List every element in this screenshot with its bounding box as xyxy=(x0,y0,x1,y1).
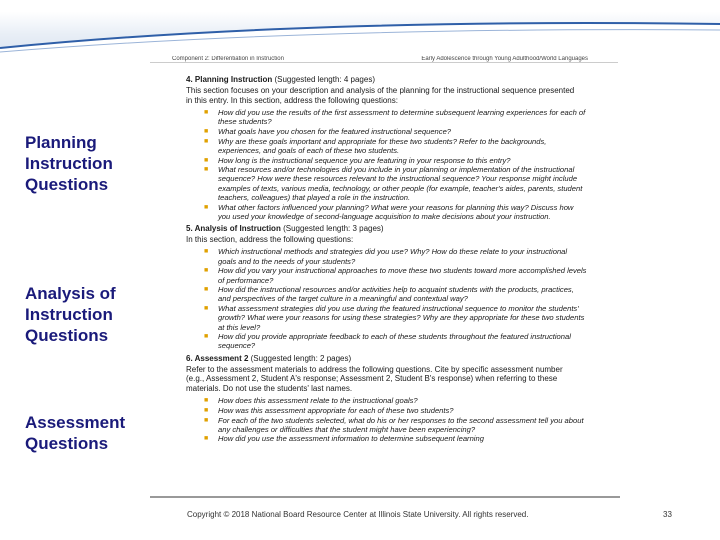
bullet-icon: ■ xyxy=(204,166,209,174)
bullet-icon: ■ xyxy=(204,109,209,116)
section-6-heading: 6. Assessment 2 xyxy=(186,353,249,363)
document-excerpt xyxy=(150,56,618,496)
section-5-title xyxy=(186,224,618,234)
list-item: ■ How did the instructional resources and/or activities help to acquaint students with the products, practices, and perspectives of the target culture in a meaningful and contextual way? xyxy=(204,285,574,304)
section-6-title xyxy=(186,354,618,364)
list-item: ■ How did you use the assessment information to determine subsequent learning xyxy=(204,434,484,444)
bullet-icon: ■ xyxy=(204,137,209,145)
section-4-intro: This section focuses on your description and analysis of the planning for the instructional sequence presented in this entry. In this section, address the following questions: xyxy=(186,86,575,105)
label-assessment-questions: Assessment Questions xyxy=(25,413,126,453)
list-item: ■ How did you provide appropriate feedback to each of these students throughout the featured instructional sequence? xyxy=(204,332,571,351)
list-item: ■ What other factors influenced your planning? What were your reasons for planning this way? Discuss how you used your knowledge of second-language acquisition to make decisions about your instruction. xyxy=(204,202,574,221)
section-5-suggested-length: (Suggested length: 3 pages) xyxy=(283,223,384,233)
bullet-icon: ■ xyxy=(204,203,209,211)
list-item: ■ Why are these goals important and appropriate for these two students? Refer to the backgrounds, experiences, and goals of each of these two students. xyxy=(204,136,547,155)
bullet-icon: ■ xyxy=(204,156,209,164)
bullet-icon: ■ xyxy=(204,267,209,275)
footer-divider xyxy=(150,496,620,498)
bullet-icon: ■ xyxy=(204,406,209,414)
list-item: ■ How did you use the results of the first assessment to determine subsequent learning experiences for each of these students? xyxy=(204,108,586,127)
page-number: 33 xyxy=(663,510,672,519)
list-item: ■ For each of the two students selected, what do his or her responses to the second assessment tell you about any challenges or difficulties that the student might have been experiencing? xyxy=(204,415,584,434)
label-analysis-of-instruction-questions: Analysis of Instruction Questions xyxy=(25,284,116,345)
section-5-heading: 5. Analysis of Instruction xyxy=(186,223,281,233)
section-5-questions xyxy=(202,247,587,350)
list-item: ■ Which instructional methods and strategies did you use? Why? How do these relate to your instructional goals and to the needs of your students? xyxy=(204,247,568,266)
bullet-icon: ■ xyxy=(204,333,209,341)
list-item: ■ How long is the instructional sequence you are featuring in your response to this entry? xyxy=(204,155,511,165)
bullet-icon: ■ xyxy=(204,397,209,405)
header-swoosh xyxy=(0,0,720,60)
bullet-icon: ■ xyxy=(204,248,209,256)
bullet-icon: ■ xyxy=(204,416,209,424)
section-4-suggested-length: (Suggested length: 4 pages) xyxy=(274,75,375,84)
bullet-icon: ■ xyxy=(204,127,209,135)
section-6-questions xyxy=(202,396,587,444)
section-4-questions xyxy=(202,108,587,221)
list-item: ■ What goals have you chosen for the featured instructional sequence? xyxy=(204,126,452,136)
list-item: ■ How was this assessment appropriate for each of these two students? xyxy=(204,405,454,415)
bullet-icon: ■ xyxy=(204,286,209,294)
list-item: ■ How did you vary your instructional approaches to move these two students toward more accomplished levels of performance? xyxy=(204,266,587,285)
list-item: ■ What assessment strategies did you use during the featured instructional sequence to monitor the students' growth? What were your reasons for using these strategies? Why are they appropriate for these two students at this level? xyxy=(204,304,585,332)
section-4-heading: 4. Planning Instruction xyxy=(186,75,273,84)
list-item: ■ What resources and/or technologies did you include in your planning or implementation of the instructional sequence? How were these resources relevant to the instructional sequence? Your response might include examples of texts, various media, technology, or other people (for example, teacher's aides, parents, student teachers, colleagues) that played a role in the instruction. xyxy=(204,165,583,202)
document-header xyxy=(150,56,618,63)
section-6-suggested-length: (Suggested length: 2 pages) xyxy=(250,353,352,363)
label-planning-instruction-questions: Planning Instruction Questions xyxy=(25,133,113,194)
list-item: ■ How does this assessment relate to the instructional goals? xyxy=(204,396,418,406)
header-right: Early Adolescence through Young Adulthood/World Languages xyxy=(421,56,588,62)
copyright-footer: Copyright © 2018 National Board Resource Center at Illinois State University. All rights reserved. xyxy=(187,510,529,519)
bullet-icon: ■ xyxy=(204,435,209,443)
section-6-intro: Refer to the assessment materials to address the following questions. Cite by specific assessment number (e.g., Assessment 2, Student A's response; Assessment 2, Student B's response) when referring to these materials. Do not use the students' last names. xyxy=(186,364,563,393)
section-5-intro: In this section, address the following questions: xyxy=(186,234,354,244)
header-left: Component 2: Differentiation in Instruction xyxy=(172,56,284,62)
section-4-title xyxy=(186,75,618,85)
bullet-icon: ■ xyxy=(204,305,209,313)
